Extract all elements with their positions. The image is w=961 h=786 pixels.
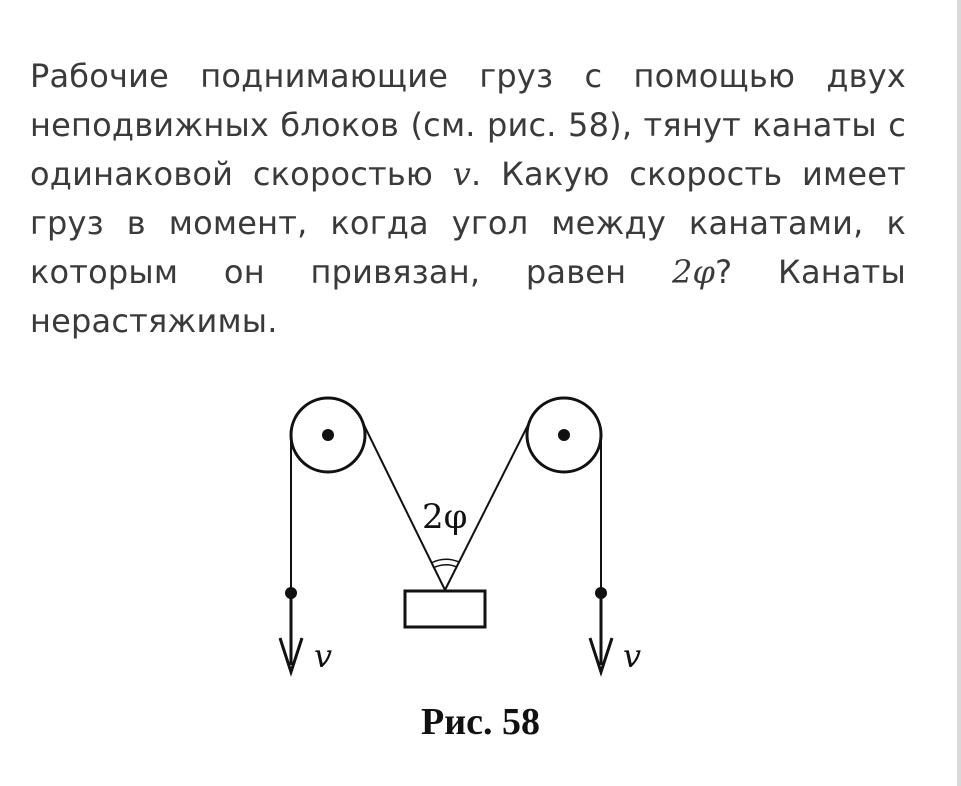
problem-text-part-3: ? Канаты нерастяжимы. [30,253,906,340]
pulley-figure [270,380,670,690]
angle-arc-outer [431,559,459,563]
left-pulley-axle [322,429,334,441]
figure-caption: Рис. 58 [421,701,540,743]
problem-text-part-1: Рабочие поднимающие груз с помощью двух неподвижных блоков (см. рис. 58), тянут канаты с одинаковой скоростью [30,57,906,193]
angle-expression: 2φ [671,253,716,291]
pulley-diagram [270,380,670,690]
right-velocity-label: v [623,637,642,675]
page-edge [957,0,961,786]
load-block [405,591,485,627]
right-pulley-axle [558,429,570,441]
angle-arc-inner [433,565,457,568]
problem-text-part-2: . Какую скорость имеет груз в момент, когда угол между канатами, к которым он привязан, равен [30,155,906,291]
velocity-symbol: v [452,155,472,193]
left-velocity-label: v [314,637,333,675]
problem-text [30,52,906,346]
angle-label: 2φ [422,497,468,537]
